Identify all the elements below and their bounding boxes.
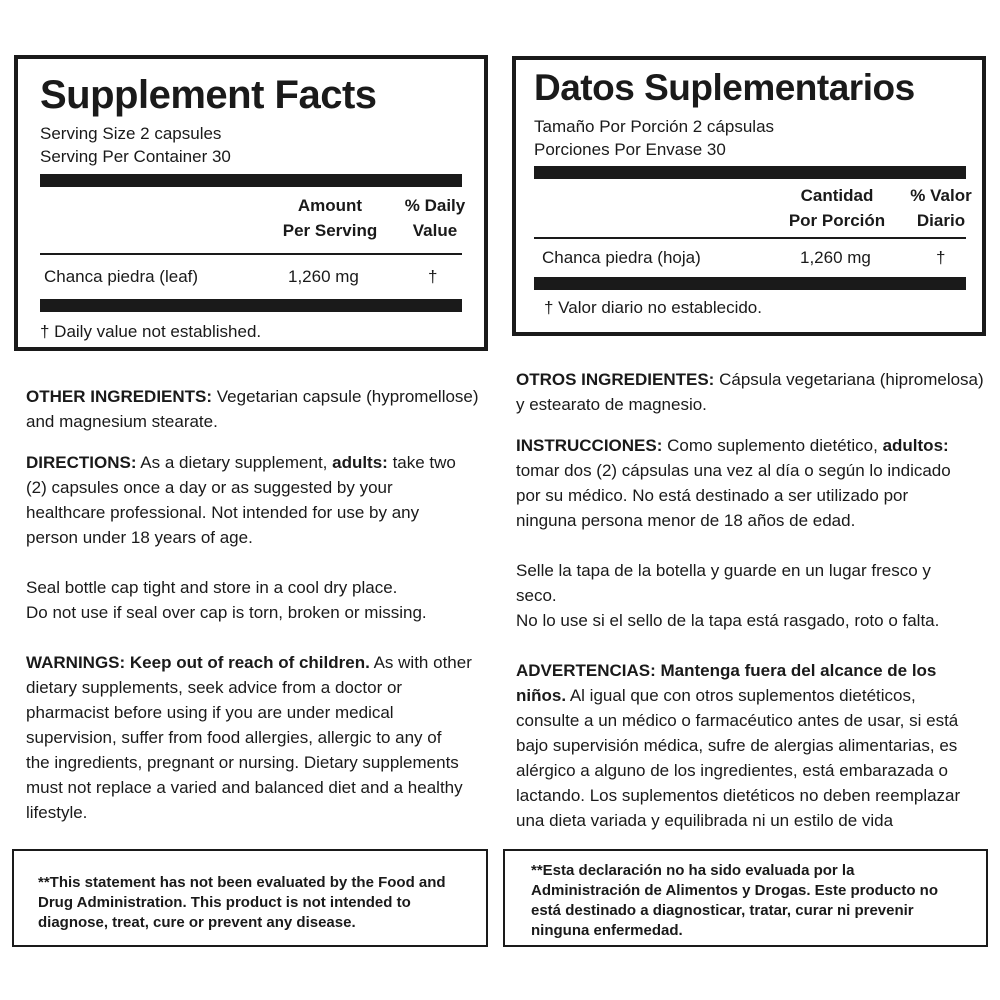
- amount-header: Cantidad Por Porción: [788, 186, 886, 230]
- disclaimer-line: está destinado a diagnosticar, tratar, curar ni prevenir: [531, 902, 914, 919]
- disclaimer-line: ninguna enfermedad.: [531, 922, 683, 939]
- disclaimer-line: **Esta declaración no ha sido evaluada por la: [531, 862, 855, 879]
- ingredient-name: Chanca piedra (leaf): [44, 267, 199, 286]
- supplement-facts-panel: [14, 55, 488, 351]
- ingredient-row: [40, 255, 462, 299]
- disclaimer-line: diagnose, treat, cure or prevent any disease.: [38, 914, 356, 931]
- warnings-line: must not replace a varied and balanced diet and a healthy: [26, 778, 463, 797]
- thick-divider: [40, 299, 462, 312]
- directions-line: healthcare professional. Not intended for use by any: [26, 503, 420, 522]
- warnings-line: the ingredients, pregnant or nursing. Dietary supplements: [26, 753, 459, 772]
- warnings-line: lifestyle.: [26, 803, 88, 822]
- storage-line: seco.: [516, 586, 557, 605]
- advertencias-line: consulte a un médico o farmacéutico antes de usar, si está: [516, 711, 959, 730]
- instrucciones-line: ninguna persona menor de 18 años de edad.: [516, 511, 856, 530]
- advertencias-line: bajo supervisión médica, sufre de alergias alimentarias, es: [516, 736, 958, 755]
- ingredient-amount: 1,260 mg: [288, 267, 359, 286]
- instrucciones-line: tomar dos (2) cápsulas una vez al día o según lo indicado: [516, 461, 951, 480]
- warnings-line: supervision, suffer from food allergies, allergic to any of: [26, 728, 442, 747]
- amount-header: Amount Per Serving: [282, 196, 378, 240]
- column-headers: [40, 187, 466, 253]
- ingredient-daily-value: †: [936, 248, 946, 267]
- instrucciones-line: por su médico. No está destinado a ser utilizado por: [516, 486, 909, 505]
- ingredient-daily-value: †: [428, 267, 438, 286]
- spanish-label-text: [516, 367, 984, 833]
- directions-line: (2) capsules once a day or as suggested by your: [26, 478, 393, 497]
- ingredient-amount: 1,260 mg: [800, 248, 871, 267]
- advertencias-line: niños. Al igual que con otros suplementos dietéticos,: [516, 686, 916, 705]
- servings-per-container: Porciones Por Envase 30: [534, 140, 726, 159]
- serving-size: Tamaño Por Porción 2 cápsulas: [534, 117, 775, 136]
- thick-divider: [534, 166, 966, 179]
- disclaimer-line: Drug Administration. This product is not intended to: [38, 894, 411, 911]
- otros-ingredientes: OTROS INGREDIENTES: Cápsula vegetariana (hipromelosa): [516, 370, 984, 389]
- fda-disclaimer-box-spanish: [503, 849, 988, 947]
- warnings: WARNINGS: Keep out of reach of children. As with other: [26, 653, 472, 672]
- instrucciones: INSTRUCCIONES: Como suplemento dietético, adultos:: [516, 436, 949, 455]
- storage-line: No lo use si el sello de la tapa está rasgado, roto o falta.: [516, 611, 940, 630]
- storage-line: Selle la tapa de la botella y guarde en un lugar fresco y: [516, 561, 931, 580]
- daily-value-header: % Valor Diario: [910, 186, 972, 230]
- servings-per-container: Serving Per Container 30: [40, 147, 231, 166]
- warnings-line: pharmacist before using if you are under medical: [26, 703, 394, 722]
- advertencias-line: lactando. Los suplementos dietéticos no deben reemplazar: [516, 786, 961, 805]
- other-ingredients-line: and magnesium stearate.: [26, 412, 218, 431]
- daily-value-header: % Daily Value: [404, 196, 466, 240]
- warnings-line: dietary supplements, seek advice from a doctor or: [26, 678, 403, 697]
- panel-title: Datos Suplementarios: [534, 67, 915, 108]
- advertencias-line: una dieta variada y equilibrada ni un estilo de vida: [516, 811, 894, 830]
- other-ingredients: OTHER INGREDIENTS: Vegetarian capsule (hypromellose): [26, 387, 479, 406]
- disclaimer-line: **This statement has not been evaluated by the Food and: [38, 874, 446, 891]
- advertencias-line: alérgico a alguno de los ingredientes, está embarazada o: [516, 761, 948, 780]
- storage-line: Do not use if seal over cap is torn, broken or missing.: [26, 603, 427, 622]
- advertencias: ADVERTENCIAS: Mantenga fuera del alcance de los: [516, 661, 937, 680]
- disclaimer-line: Administración de Alimentos y Drogas. Este producto no: [531, 882, 938, 899]
- directions-line: person under 18 years of age.: [26, 528, 253, 547]
- thick-divider: [534, 277, 966, 290]
- datos-suplementarios-panel: [512, 56, 986, 336]
- ingredient-row: [534, 239, 966, 277]
- english-label-text: [26, 384, 479, 825]
- column-headers: [534, 179, 972, 237]
- panel-title: Supplement Facts: [40, 73, 377, 117]
- fda-disclaimer-box: [12, 849, 488, 947]
- directions: DIRECTIONS: As a dietary supplement, adults: take two: [26, 453, 456, 472]
- storage-line: Seal bottle cap tight and store in a cool dry place.: [26, 578, 398, 597]
- otros-ingredientes-line: y estearato de magnesio.: [516, 395, 707, 414]
- footnote: † Daily value not established.: [40, 322, 262, 341]
- serving-size: Serving Size 2 capsules: [40, 124, 222, 143]
- ingredient-name: Chanca piedra (hoja): [542, 248, 701, 267]
- thick-divider: [40, 174, 462, 187]
- footnote: † Valor diario no establecido.: [544, 298, 762, 317]
